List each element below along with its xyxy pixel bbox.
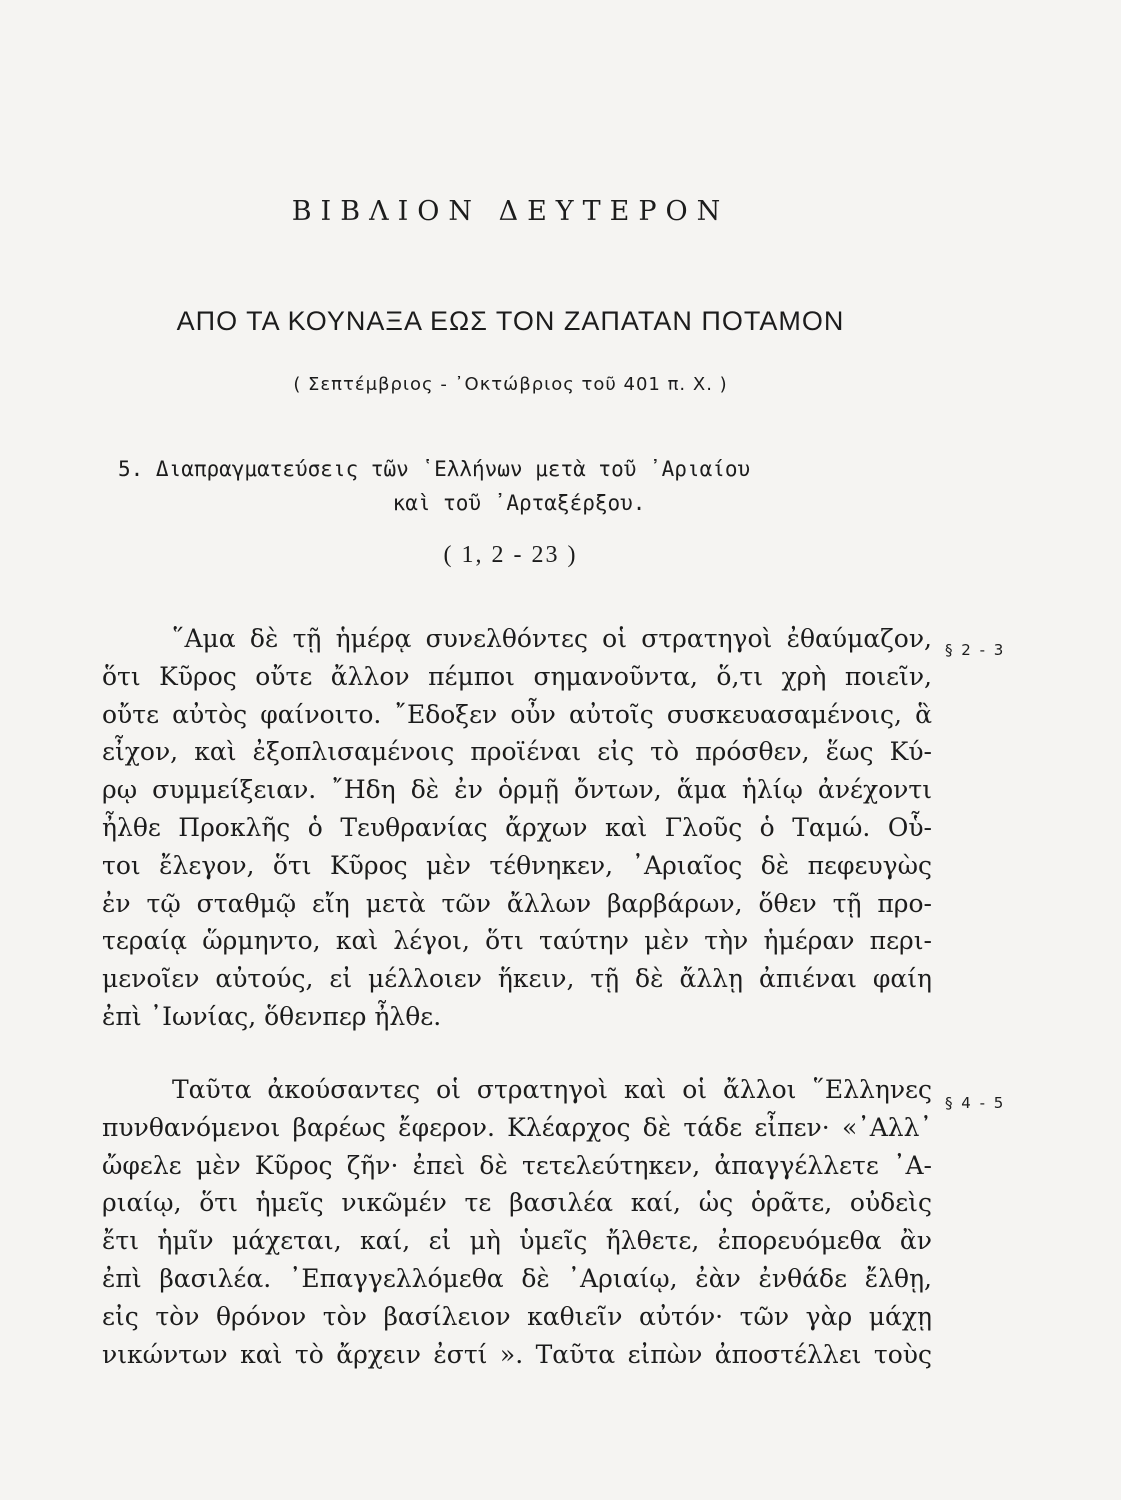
text-line: εἰς τὸν θρόνον τὸν βασίλειον καθιεῖν αὐτόν· τῶν γὰρ μάχῃ [102, 1301, 932, 1331]
text-line: τοι ἔλεγον, ὅτι Κῦρος μὲν τέθνηκεν, ᾿Αριαῖος δὲ πεφευγὼς [102, 850, 932, 880]
text-line: Ταῦτα ἀκούσαντες οἱ στρατηγοὶ καὶ οἱ ἄλλοι ῞Ελληνες [172, 1075, 932, 1104]
text-line: ὅτι Κῦρος οὔτε ἄλλον πέμποι σημανοῦντα, ὅ,τι χρὴ ποιεῖν, [102, 661, 932, 691]
date-range: ( Σεπτέμβριος - ᾿Οκτώβριος τοῦ 401 π. Χ. ) [293, 374, 728, 395]
text-line: ἦλθε Προκλῆς ὁ Τευθρανίας ἄρχων καὶ Γλοῦς ὁ Ταμώ. Οὗ- [102, 812, 932, 842]
chapter-heading-line: 5. Διαπραγματεύσεις τῶν ῾Ελλήνων μετὰ τοῦ ᾿Αριαίου [118, 457, 751, 481]
margin-section-reference: § 2 - 3 [945, 641, 1006, 659]
paragraph [102, 1071, 932, 1373]
book-title: ΒΙΒΛΙΟΝ ΔΕΥΤΕΡΟΝ [291, 196, 730, 227]
text-line: ριαίῳ, ὅτι ἡμεῖς νικῶμέν τε βασιλέα καί, ὡς ὁρᾶτε, οὐδεὶς [102, 1188, 932, 1218]
section-title: ΑΠΟ ΤΑ ΚΟΥΝΑΞΑ ΕΩΣ ΤΟΝ ΖΑΠΑΤΑΝ ΠΟΤΑΜΟΝ [176, 306, 845, 336]
text-line: ῞Αμα δὲ τῇ ἡμέρᾳ συνελθόντες οἱ στρατηγοὶ ἐθαύμαζον, [172, 624, 932, 653]
text-line: μενοῖεν αὐτούς, εἰ μέλλοιεν ἥκειν, τῇ δὲ ἄλλῃ ἀπιέναι φαίη [102, 964, 932, 994]
text-line: ἐν τῷ σταθμῷ εἴη μετὰ τῶν ἄλλων βαρβάρων, ὅθεν τῇ προ- [102, 888, 932, 918]
text-line: πυνθανόμενοι βαρέως ἔφερον. Κλέαρχος δὲ τάδε εἶπεν· «᾿Αλλ᾿ [102, 1112, 932, 1142]
text-line: ἔτι ἡμῖν μάχεται, καί, εἰ μὴ ὑμεῖς ἤλθετε, ἐπορευόμεθα ἂν [102, 1226, 932, 1256]
text-line: ρῳ συμμείξειαν. ῎Ηδη δὲ ἐν ὁρμῇ ὄντων, ἅμα ἡλίῳ ἀνέχοντι [102, 775, 932, 805]
text-line: τεραίᾳ ὥρμηντο, καὶ λέγοι, ὅτι ταύτην μὲν τὴν ἡμέραν περι- [102, 926, 932, 956]
text-line: ἐπὶ βασιλέα. ᾿Επαγγελλόμεθα δὲ ᾿Αριαίῳ, ἐὰν ἐνθάδε ἔλθῃ, [102, 1263, 932, 1293]
paragraph [102, 620, 932, 1036]
chapter-heading [118, 452, 908, 520]
chapter-heading-line: καὶ τοῦ ᾿Αρταξέρξου. [392, 491, 646, 515]
text-line: εἶχον, καὶ ἐξοπλισαμένοις προϊέναι εἰς τὸ πρόσθεν, ἕως Κύ- [102, 737, 932, 767]
text-line: οὔτε αὐτὸς φαίνοιτο. ῎Εδοξεν οὖν αὐτοῖς συσκευασαμένοις, ἃ [102, 699, 932, 729]
text-line: νικώντων καὶ τὸ ἄρχειν ἐστί ». Ταῦτα εἰπὼν ἀποστέλλει τοὺς [102, 1339, 932, 1369]
text-line: ἐπὶ ᾿Ιωνίας, ὅθενπερ ἦλθε. [102, 1001, 442, 1031]
margin-section-reference: § 4 - 5 [945, 1094, 1006, 1112]
chapter-reference-range: ( 1, 2 - 23 ) [443, 542, 578, 568]
text-line: ὤφελε μὲν Κῦρος ζῆν· ἐπεὶ δὲ τετελεύτηκεν, ἀπαγγέλλετε ᾿Α- [102, 1150, 932, 1180]
